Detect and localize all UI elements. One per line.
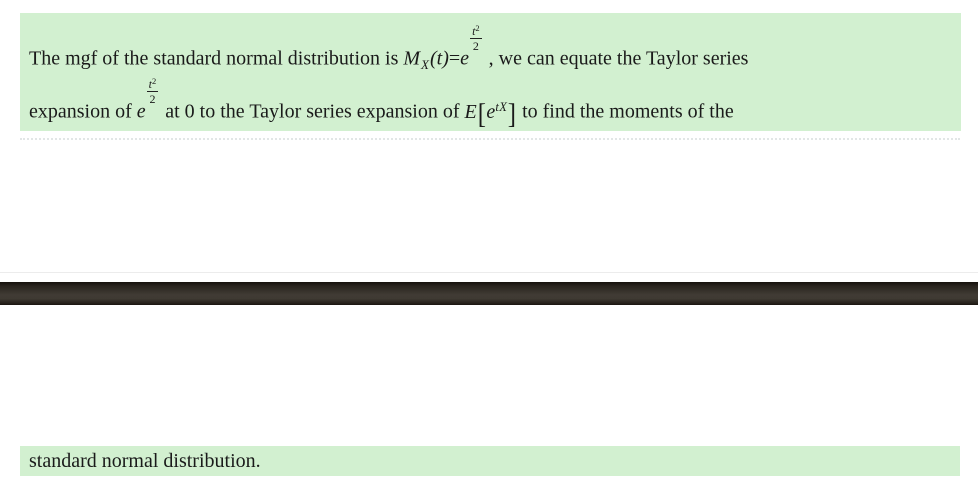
math-fraction-exponent bbox=[147, 77, 159, 105]
fraction-denominator: 2 bbox=[149, 91, 156, 106]
text-run: The mgf of the standard normal distribution is bbox=[29, 47, 399, 70]
fraction-numerator bbox=[147, 77, 159, 92]
text-run: at 0 to the Taylor series expansion of bbox=[165, 100, 460, 123]
math-symbol-e: e bbox=[136, 100, 146, 123]
math-symbol-M: M bbox=[403, 47, 421, 70]
frame-boundary-dotted-line bbox=[20, 138, 960, 140]
fraction-denominator: 2 bbox=[472, 38, 479, 53]
math-equals-sign: = bbox=[448, 47, 461, 70]
paragraph-line-3 bbox=[29, 449, 261, 473]
math-fraction-exponent bbox=[470, 24, 482, 52]
math-expectation-expression: $E[e^{tX}]$ bbox=[464, 97, 517, 130]
text-run: to find the moments of the bbox=[522, 100, 734, 123]
math-symbol-E: E bbox=[464, 100, 477, 123]
math-paren-t: (t) bbox=[430, 47, 449, 70]
math-mgf-equation bbox=[403, 23, 483, 77]
math-symbol-e: e bbox=[486, 100, 496, 123]
page-bottom-faint-line bbox=[0, 272, 978, 273]
math-symbol-e: e bbox=[460, 47, 470, 70]
math-e-exponent bbox=[136, 76, 160, 124]
paragraph-line-2 bbox=[29, 76, 734, 130]
highlighted-paragraph-page2[interactable] bbox=[20, 446, 960, 476]
fraction-num-sup-2: 2 bbox=[152, 76, 157, 86]
page-separator-bar bbox=[0, 282, 978, 305]
math-superscript-tX: tX bbox=[495, 99, 508, 114]
text-run: , we can equate the Taylor series bbox=[488, 47, 749, 70]
fraction-num-sup-2: 2 bbox=[475, 23, 480, 33]
fraction-num-t: t bbox=[148, 77, 152, 91]
math-subscript-X: X bbox=[421, 56, 429, 72]
text-run: standard normal distribution. bbox=[29, 450, 261, 472]
highlighted-paragraph-page1[interactable] bbox=[20, 13, 961, 131]
text-run: expansion of bbox=[29, 100, 132, 123]
paragraph-line-1 bbox=[29, 23, 749, 77]
fraction-num-t: t bbox=[472, 24, 476, 38]
fraction-numerator bbox=[470, 24, 482, 39]
